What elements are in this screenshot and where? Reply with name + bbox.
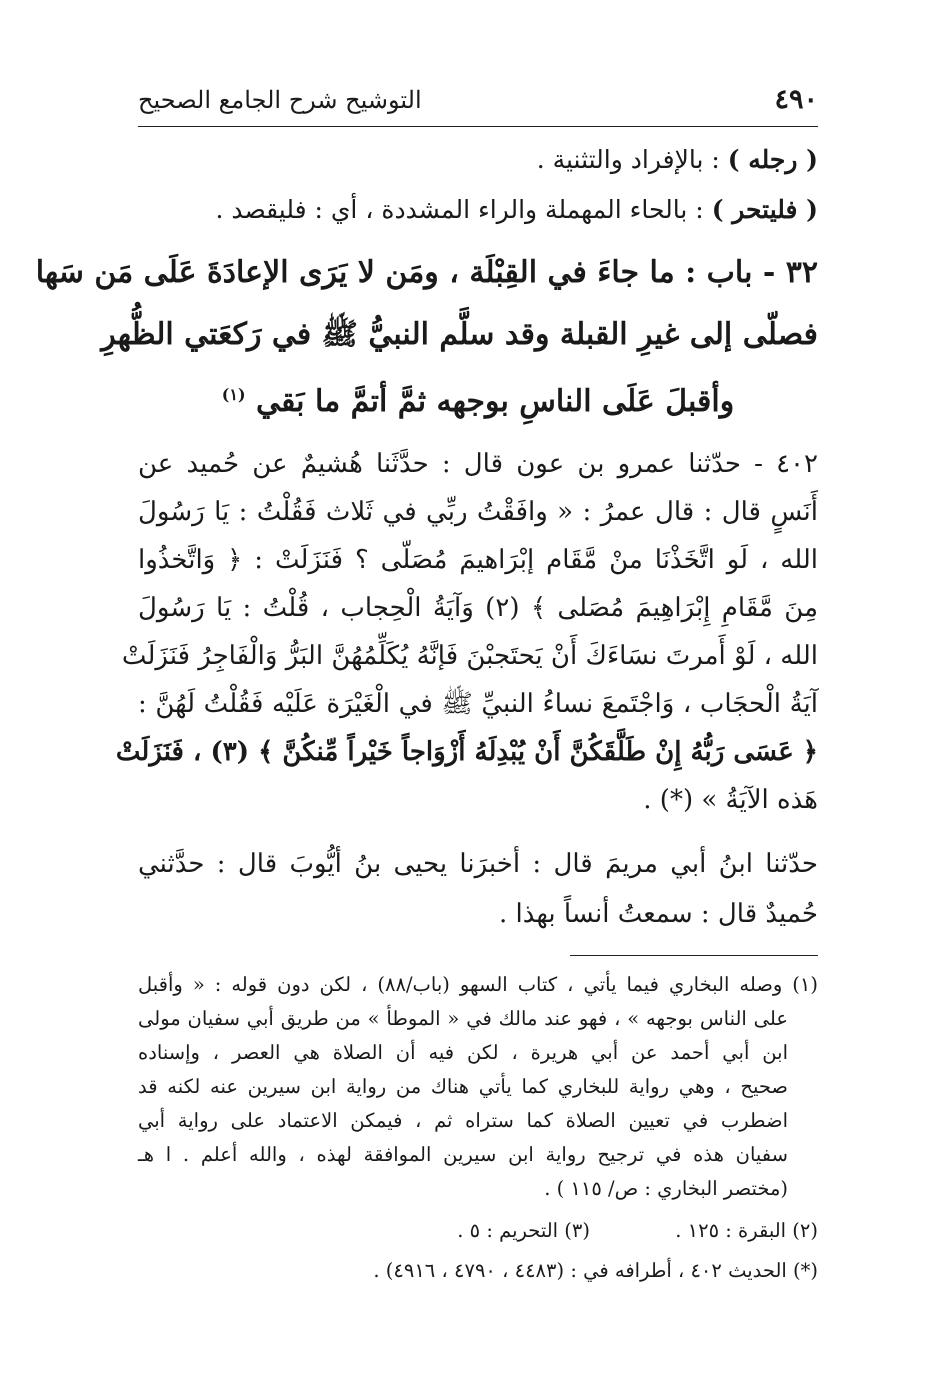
page-header xyxy=(138,82,818,127)
chapter-heading-line xyxy=(138,370,818,427)
chapter-heading-line: ٣٢ - باب : ما جاءَ في القِبْلَة ، ومَن لا يَرَى الإعادَةَ عَلَى مَن سَها xyxy=(35,255,818,290)
footnote-line: سفيان هذه في ترجيح رواية ابن سيرين الموافقة لهذه ، والله أعلم . ا هـ xyxy=(138,1143,788,1166)
running-title: التوشيح شرح الجامع الصحيح xyxy=(138,86,422,114)
footnote-separator xyxy=(570,955,818,956)
page-number: ٤٩٠ xyxy=(774,84,818,115)
footnote-line: (مختصر البخاري : ص/ ١١٥ ) . xyxy=(544,1177,788,1200)
hadith-line: أَنَسٍ قال : قال عمرُ : « وافَقْتُ ربِّي في ثَلاث فَقُلْتُ : يَا رَسُولَ xyxy=(138,497,818,527)
note-falyatahharra xyxy=(138,192,818,228)
note-label: ( فليتحر ) xyxy=(711,195,818,224)
hadith-line: هَذه الآيَةُ » (*) . xyxy=(643,785,818,815)
hadith-line: مِنَ مَّقَامِ إِبْرَاهِيمَ مُصَلى ﴾ (٢) وَآيَةُ الْحِجاب ، قُلْتُ : يَا رَسُولَ xyxy=(138,593,818,623)
hadith-line: آيَةُ الْحجَاب ، وَاجْتَمعَ نساءُ النبيِّ ﷺ في الْغَيْرَة عَلَيْه فَقُلْتُ لَهُنَّ : xyxy=(138,689,818,719)
footnote-star: (*) الحديث ٤٠٢ ، أطرافه في : (٤٤٨٣ ، ٤٧٩٠ ، ٤٩١٦) . xyxy=(373,1259,818,1282)
chapter-heading-line: فصلّى إلى غيرِ القبلة وقد سلَّم النبيُّ ﷺ في رَكعَتي الظُّهرِ xyxy=(101,317,818,352)
footnote-line: (١) وصله البخاري فيما يأتي ، كتاب السهو (باب/٨٨) ، لكن دون قوله : « وأقبل xyxy=(138,973,818,996)
footnote-2: (٢) البقرة : ١٢٥ . xyxy=(675,1219,818,1242)
chain-line: حُميدٌ قال : سمعتُ أنساً بهذا . xyxy=(498,899,818,929)
hadith-line: الله ، لَوْ أَمرتَ نسَاءَكَ أَنْ يَحتَجبْنَ فَإنَّهُ يُكَلِّمُهُنَّ البَرُّ وَالْفَاجِرُ فَنَزَلَتْ xyxy=(121,641,818,671)
chapter-heading-text: وأقبلَ عَلَى الناسِ بوجهه ثمَّ أتمَّ ما بَقي xyxy=(256,384,735,419)
footnote-line: على الناس بوجهه » ، فهو عند مالك في « الموطأ » من طريق أبي سفيان مولى xyxy=(138,1007,788,1030)
hadith-line: ٤٠٢ - حدّثنا عمرو بن عون قال : حدَّثَنا هُشيمٌ عن حُميد عن xyxy=(138,449,818,479)
note-text: : بالحاء المهملة والراء المشددة ، أي : فليقصد . xyxy=(215,195,712,224)
hadith-line: الله ، لَو اتَّخَذْنَا منْ مَّقَام إبْرَاهيمَ مُصَلّى ؟ فَنَزَلَتْ : ﴿ وَاتَّخذُوا xyxy=(138,545,818,575)
chain-line: حدّثنا ابنُ أبي مريمَ قال : أخبرَنا يحيى بنُ أيُّوبَ قال : حدَّثني xyxy=(138,849,818,879)
footnote-line: ابن أبي أحمد عن أبي هريرة ، لكن فيه أن الصلاة هي العصر ، وإسناده xyxy=(138,1041,788,1064)
note-text: : بالإفراد والتثنية . xyxy=(536,145,728,174)
footnote-line: اضطرب في تعيين الصلاة كما ستراه ثم ، فيمكن الاعتماد على رواية أبي xyxy=(138,1109,788,1132)
footnote-marker: (١) xyxy=(221,385,246,404)
footnote-3: (٣) التحريم : ٥ . xyxy=(457,1219,590,1242)
hadith-line: ﴿ عَسَى رَبُّهُ إِنْ طَلَّقَكُنَّ أَنْ يُبْدِلَهُ أَزْوَاجاً خَيْراً مِّنكُنَّ ﴾ (٣) ، فَنَزَلَتْ xyxy=(115,737,818,767)
note-label: ( رجله ) xyxy=(727,145,818,174)
note-rajulahu xyxy=(138,142,818,178)
footnote-line: صحيح ، وهي رواية للبخاري كما يأتي هناك من رواية ابن سيرين عنه لكنه قد xyxy=(138,1075,788,1098)
